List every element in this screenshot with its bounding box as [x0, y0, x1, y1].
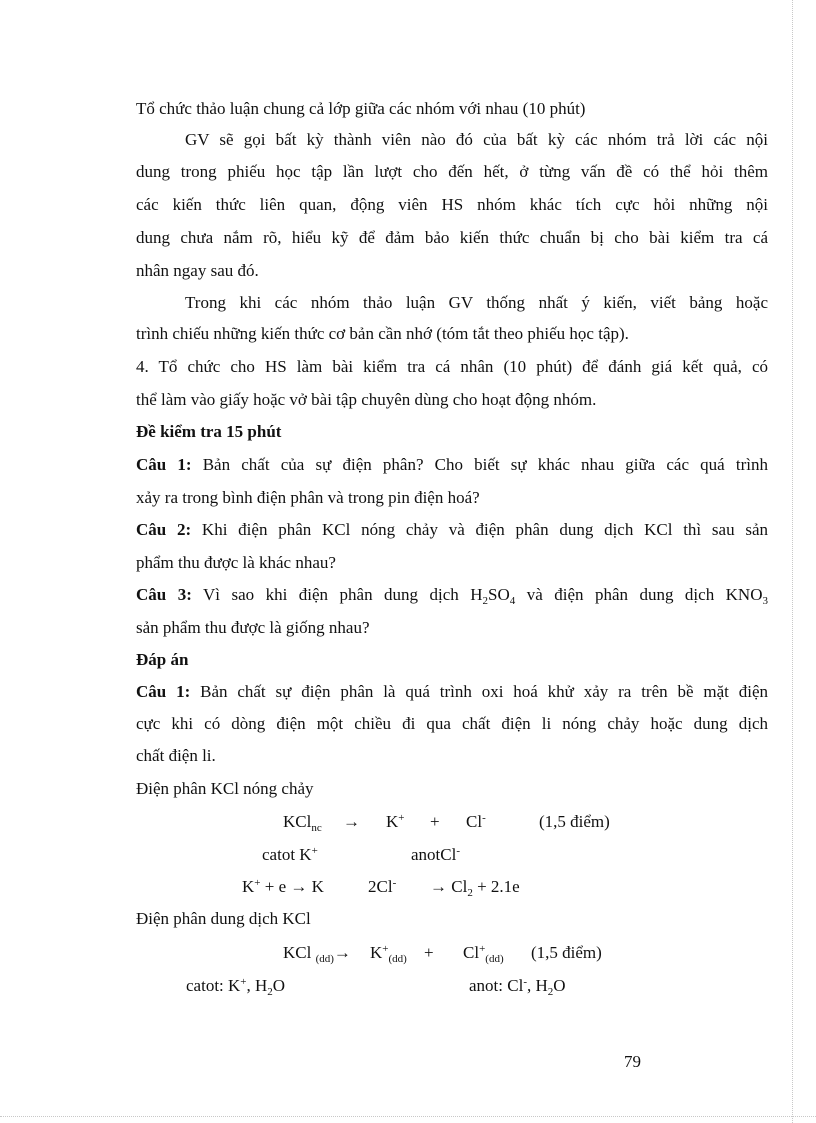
question-2: Câu 2: Khi điện phân KCl nóng chảy và điện phân dung dịch KCl thì sau sản [136, 520, 768, 539]
paragraph-line: các kiến thức liên quan, động viên HS nhóm khác tích cực hỏi những nội [136, 195, 768, 214]
solution-heading: Điện phân dung dịch KCl [136, 909, 311, 928]
anode-molten: anotCl- [411, 845, 461, 864]
answer-title: Đáp án [136, 650, 189, 669]
page-number: 79 [624, 1052, 641, 1071]
answer-label: Câu 1: [136, 682, 191, 701]
half-reaction-cathode: K+ + e → K [242, 877, 324, 896]
eq-cl-ion: Cl- [466, 812, 486, 831]
molten-heading: Điện phân KCl nóng chảy [136, 779, 314, 798]
question-3: Câu 3: Vì sao khi điện phân dung dịch $H_2SO_4$ và điện phân dung dịch $KNO_3$ [136, 585, 768, 607]
question-2-cont: phẩm thu được là khác nhau? [136, 553, 336, 572]
question-label: Câu 3: [136, 585, 192, 604]
eq2-kcl: KCl $_{(dd)}$→ [283, 943, 351, 965]
paragraph-line: dung trong phiếu học tập lần lượt cho đến hết, ở từng vấn đề có thể hỏi thêm [136, 162, 768, 181]
paragraph-line: dung chưa nắm rõ, hiểu kỹ để đảm bảo kiến thức chuẩn bị cho bài kiểm tra cá [136, 228, 768, 247]
cathode-solution: catot: K+, $H_2O$ [186, 976, 286, 998]
answer-1-cont: chất điện li. [136, 746, 216, 765]
question-1-cont: xảy ra trong bình điện phân và trong pin điện hoá? [136, 488, 480, 507]
paragraph-line: 4. Tổ chức cho HS làm bài kiểm tra cá nhân (10 phút) để đánh giá kết quả, có [136, 357, 768, 376]
paragraph-line: GV sẽ gọi bất kỳ thành viên nào đó của bất kỳ các nhóm trả lời các nội [185, 130, 768, 149]
question-label: Câu 1: [136, 455, 192, 474]
paragraph-line: thể làm vào giấy hoặc vở bài tập chuyên dùng cho hoạt động nhóm. [136, 390, 597, 409]
eq-kcl: KCl$_{nc}$ [283, 812, 322, 834]
half-reaction-anode-a: 2Cl- [368, 877, 397, 896]
test-title: Đề kiểm tra 15 phút [136, 422, 282, 441]
eq2-score: (1,5 điểm) [531, 943, 602, 962]
page-border-right [792, 0, 793, 1123]
paragraph-line: trình chiếu những kiến thức cơ bản cần nhớ (tóm tắt theo phiếu học tập). [136, 324, 629, 343]
page-border-bottom [0, 1116, 816, 1117]
eq-arrow: → [343, 812, 360, 831]
half-reaction-anode-b: → $Cl_2 + 2.1e$ [430, 877, 520, 899]
answer-1: Câu 1: Bản chất sự điện phân là quá trình oxi hoá khử xảy ra trên bề mặt điện [136, 682, 768, 701]
eq2-k-ion: $K^+_{(dd)}$ [370, 943, 407, 965]
anode-solution: anot: Cl-, $H_2O$ [469, 976, 566, 998]
answer-1-cont: cực khi có dòng điện một chiều đi qua chất điện li nóng chảy hoặc dung dịch [136, 714, 768, 733]
question-label: Câu 2: [136, 520, 192, 539]
eq-k-ion: K+ [386, 812, 405, 831]
eq-score: (1,5 điểm) [539, 812, 610, 831]
cathode-molten: catot K+ [262, 845, 318, 864]
discussion-heading: Tổ chức thảo luận chung cả lớp giữa các nhóm với nhau (10 phút) [136, 99, 586, 118]
question-1: Câu 1: Bản chất của sự điện phân? Cho biết sự khác nhau giữa các quá trình [136, 455, 768, 474]
eq2-cl-ion: $Cl^+_{(dd)}$ [463, 943, 504, 965]
eq2-plus: + [424, 943, 434, 962]
paragraph-line: Trong khi các nhóm thảo luận GV thống nhất ý kiến, viết bảng hoặc [185, 293, 768, 312]
eq-plus: + [430, 812, 440, 831]
paragraph-line: nhân ngay sau đó. [136, 261, 259, 280]
question-3-cont: sản phẩm thu được là giống nhau? [136, 618, 370, 637]
